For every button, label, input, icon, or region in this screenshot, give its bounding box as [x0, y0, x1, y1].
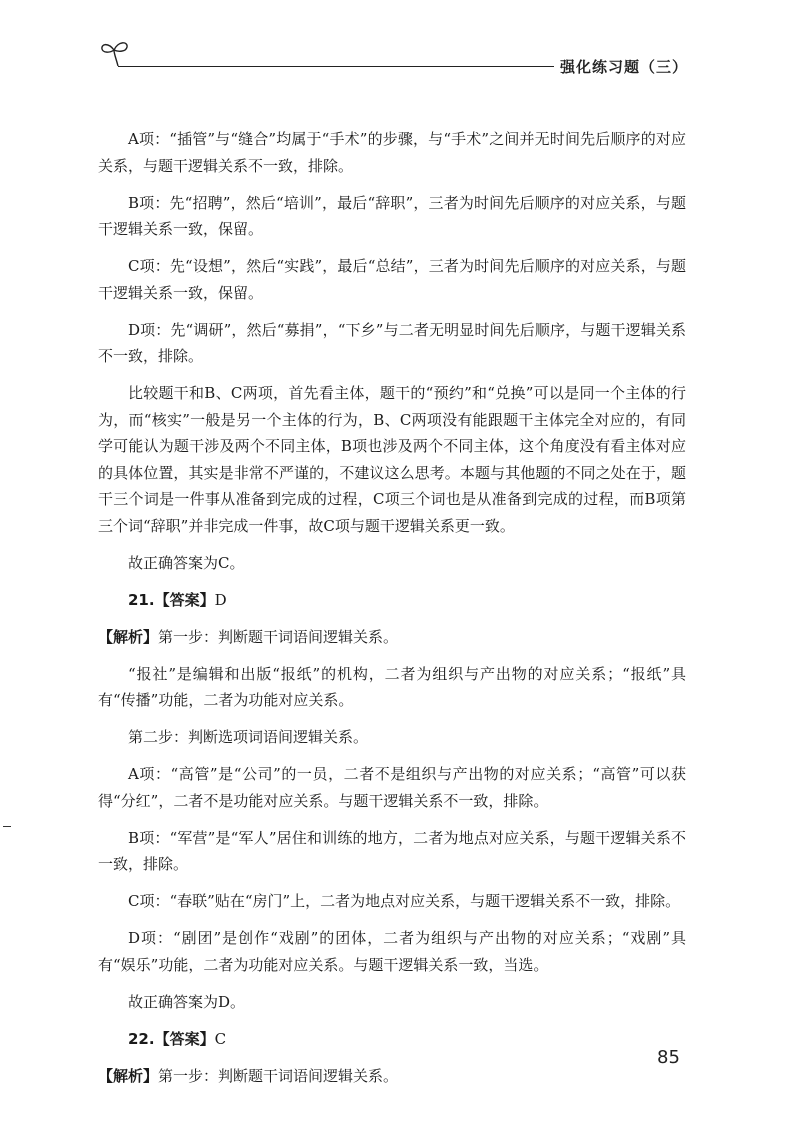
answer-22: 22.【答案】C	[128, 1029, 227, 1048]
analysis-label: 【解析】	[98, 627, 159, 646]
answer-21: 21.【答案】D	[128, 590, 227, 609]
analysis-label: 【解析】	[98, 1066, 159, 1085]
paragraph-option-b: B项：先“招聘”，然后“培训”，最后“辞职”，三者为时间先后顺序的对应关系，与题干逻辑关系一致，保留。	[98, 193, 686, 238]
paragraph-conclusion-21: 故正确答案为D。	[128, 992, 246, 1011]
header-title: 强化练习题（三）	[560, 58, 689, 76]
paragraph-conclusion: 故正确答案为C。	[128, 553, 245, 572]
analysis-21: 【解析】第一步：判断题干词语间逻辑关系。	[98, 627, 399, 646]
sprout-icon	[98, 38, 132, 68]
paragraph-step-two: 第二步：判断选项词语间逻辑关系。	[128, 728, 369, 746]
answer-label: 22.【答案】	[128, 1029, 215, 1048]
body-text	[98, 126, 686, 1100]
paragraph-option-b-21: B项：“军营”是“军人”居住和训练的地方，二者为地点对应关系，与题干逻辑关系不一致，排除。	[98, 828, 686, 873]
answer-label: 21.【答案】	[128, 590, 215, 609]
paragraph-option-a-21: A项：“高管”是“公司”的一员，二者不是组织与产出物的对应关系；“高管”可以获得“分红”，二者不是功能对应关系。与题干逻辑关系不一致，排除。	[98, 765, 686, 810]
paragraph-option-c: C项：先“设想”，然后“实践”，最后“总结”，三者为时间先后顺序的对应关系，与题干逻辑关系一致，保留。	[98, 257, 686, 302]
paragraph-option-d: D项：先“调研”，然后“募捐”，“下乡”与二者无明显时间先后顺序，与题干逻辑关系不一致，排除。	[98, 320, 686, 365]
analysis-22: 【解析】第一步：判断题干词语间逻辑关系。	[98, 1066, 399, 1085]
paragraph-comparison: 比较题干和B、C两项，首先看主体，题干的“预约”和“兑换”可以是同一个主体的行为，而“核实”一般是另一个主体的行为，B、C两项没有能跟题干主体完全对应的，有同学可能认为题干涉及两个不同主体，B项也涉及两个不同主体，这个角度没有看主体对应的具体位置，其实是非常不严谨的，不建议这么思考。本题与其他题的不同之处在于，题干三个词是一件事从准备到完成的过程，C项三个词也是从准备到完成的过程，而B项第三个词“辞职”并非完成一件事，故C项与题干逻辑关系更一致。	[98, 384, 686, 535]
paragraph-stem-relation: “报社”是编辑和出版“报纸”的机构，二者为组织与产出物的对应关系；“报纸”具有“传播”功能，二者为功能对应关系。	[98, 664, 686, 709]
margin-mark	[3, 826, 11, 827]
page-number: 85	[657, 1047, 680, 1068]
paragraph-option-d-21: D项：“剧团”是创作“戏剧”的团体，二者为组织与产出物的对应关系；“戏剧”具有“娱乐”功能，二者为功能对应关系。与题干逻辑关系一致，当选。	[98, 929, 686, 974]
header-rule	[118, 66, 554, 67]
paragraph-option-c-21: C项：“春联”贴在“房门”上，二者为地点对应关系，与题干逻辑关系不一致，排除。	[128, 892, 681, 910]
paragraph-option-a: A项：“插管”与“缝合”均属于“手术”的步骤，与“手术”之间并无时间先后顺序的对应关系，与题干逻辑关系不一致，排除。	[98, 130, 686, 175]
